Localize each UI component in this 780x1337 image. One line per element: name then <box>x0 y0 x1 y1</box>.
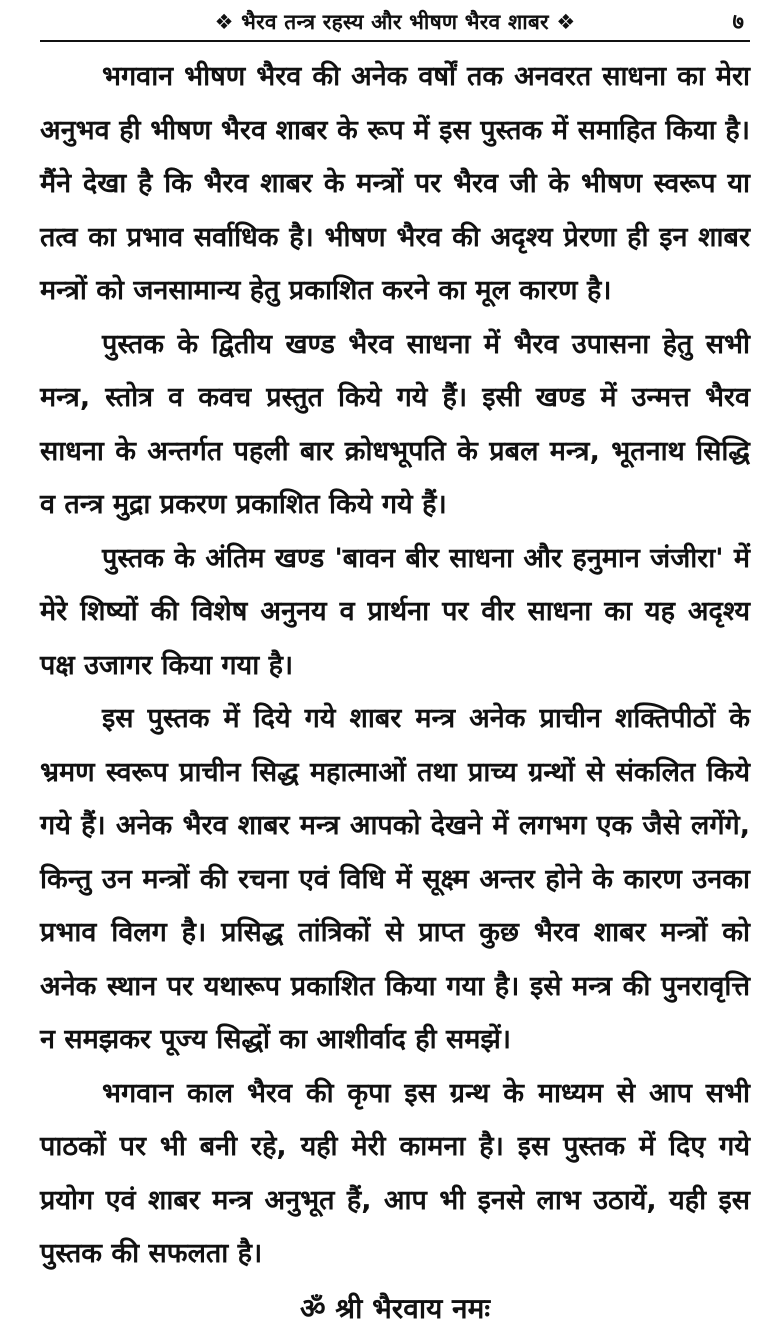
paragraph-4: इस पुस्तक में दिये गये शाबर मन्त्र अनेक प्राचीन शक्तिपीठों के भ्रमण स्वरूप प्राचीन सिद्ध महात्माओं तथा प्राच्य ग्रन्थों से संकलित किये गये हैं। अनेक भैरव शाबर मन्त्र आपको देखने में लगभग एक जैसे लगेंगे, किन्तु उन मन्त्रों की रचना एवं विधि में सूक्ष्म अन्तर होने के कारण उनका प्रभाव विलग है। प्रसिद्ध तांत्रिकों से प्राप्त कुछ भैरव शाबर मन्त्रों को अनेक स्थान पर यथारूप प्रकाशित किया गया है। इसे मन्त्र की पुनरावृत्ति न समझकर पूज्य सिद्धों का आशीर्वाद ही समझें। <box>40 703 750 1055</box>
closing-invocation: ॐ श्री भैरवाय नमः <box>300 1291 490 1325</box>
page-content <box>40 50 750 1337</box>
page-number: ७ <box>732 10 744 35</box>
paragraph-3: पुस्तक के अंतिम खण्ड 'बावन बीर साधना और हनुमान जंजीरा' में मेरे शिष्यों की विशेष अनुनय व प्रार्थना पर वीर साधना का यह अदृश्य पक्ष उजागर किया गया है। <box>40 542 750 681</box>
paragraph-1: भगवान भीषण भैरव की अनेक वर्षों तक अनवरत साधना का मेरा अनुभव ही भीषण भैरव शाबर के रूप में इस पुस्तक में समाहित किया है। मैंने देखा है कि भैरव शाबर के मन्त्रों पर भैरव जी के भीषण स्वरूप या तत्व का प्रभाव सर्वाधिक है। भीषण भैरव की अदृश्य प्रेरणा ही इन शाबर मन्त्रों को जनसामान्य हेतु प्रकाशित करने का मूल कारण है। <box>40 61 750 306</box>
paragraph-2: पुस्तक के द्वितीय खण्ड भैरव साधना में भैरव उपासना हेतु सभी मन्त्र, स्तोत्र व कवच प्रस्तुत किये गये हैं। इसी खण्ड में उन्मत्त भैरव साधना के अन्तर्गत पहली बार क्रोधभूपति के प्रबल मन्त्र, भूतनाथ सिद्धि व तन्त्र मुद्रा प्रकरण प्रकाशित किये गये हैं। <box>40 328 750 520</box>
header-title: ❖ भैरव तन्त्र रहस्य और भीषण भैरव शाबर ❖ <box>214 10 576 34</box>
paragraph-5: भगवान काल भैरव की कृपा इस ग्रन्थ के माध्यम से आप सभी पाठकों पर भी बनी रहे, यही मेरी कामना है। इस पुस्तक में दिए गये प्रयोग एवं शाबर मन्त्र अनुभूत हैं, आप भी इनसे लाभ उठायें, यही इस पुस्तक की सफलता है। <box>40 1077 750 1269</box>
running-header <box>40 0 750 42</box>
